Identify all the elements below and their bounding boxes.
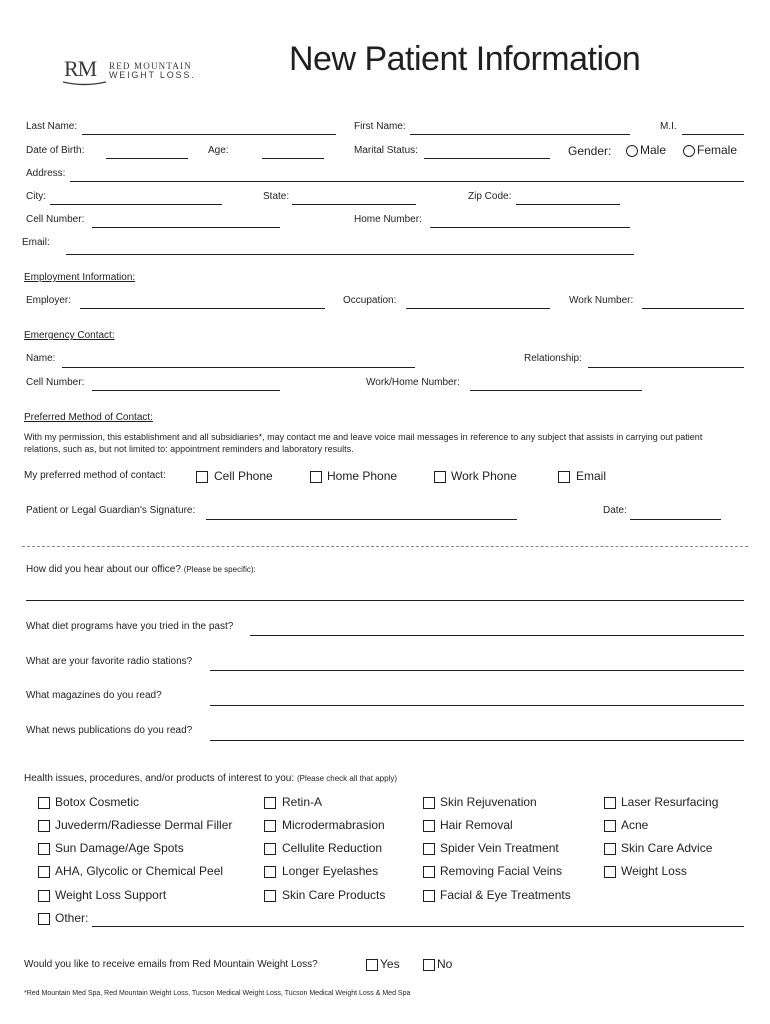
emails-no-checkbox[interactable] — [423, 959, 435, 971]
signature-label: Patient or Legal Guardian's Signature: — [26, 505, 196, 516]
emergency-cell-field[interactable] — [92, 390, 280, 391]
gender-label: Gender: — [568, 144, 612, 158]
health-skin-advice-label: Skin Care Advice — [621, 841, 713, 855]
health-spider-vein-checkbox[interactable] — [423, 843, 435, 855]
health-weight-loss-label: Weight Loss — [621, 864, 687, 878]
zip-field[interactable] — [516, 204, 620, 205]
health-peel-checkbox[interactable] — [38, 866, 50, 878]
health-hair-removal-checkbox[interactable] — [423, 820, 435, 832]
preferred-contact-label: My preferred method of contact: — [24, 470, 166, 481]
email-field[interactable] — [66, 254, 634, 255]
city-field[interactable] — [50, 204, 222, 205]
contact-cell-checkbox[interactable] — [196, 471, 208, 483]
gender-male-label: Male — [640, 143, 667, 157]
health-other-checkbox[interactable] — [38, 913, 50, 925]
logo-line1: RED MOUNTAIN — [109, 61, 192, 71]
marital-status-field[interactable] — [424, 158, 550, 159]
health-cellulite-checkbox[interactable] — [264, 843, 276, 855]
hear-label: How did you hear about our office? (Please be specific): — [26, 564, 256, 575]
dob-field[interactable] — [106, 158, 188, 159]
emails-no-label: No — [437, 957, 453, 971]
health-retin-a-checkbox[interactable] — [264, 797, 276, 809]
relationship-label: Relationship: — [524, 353, 582, 364]
health-eyelashes-label: Longer Eyelashes — [282, 864, 379, 878]
permission-text-1: With my permission, this establishment and all subsidiaries*, may contact me and leave voice mail messages in reference to any subject that assists in carrying out patient — [24, 432, 703, 442]
gender-female-radio[interactable] — [683, 145, 695, 157]
diet-field[interactable] — [250, 635, 744, 636]
health-hair-removal-label: Hair Removal — [440, 818, 513, 832]
health-botox-label: Botox Cosmetic — [55, 795, 140, 809]
health-microderm-label: Microdermabrasion — [282, 818, 385, 832]
marital-status-label: Marital Status: — [354, 145, 418, 156]
logo-swoosh-icon — [62, 80, 107, 86]
health-sun-damage-label: Sun Damage/Age Spots — [55, 841, 184, 855]
last-name-field[interactable] — [82, 134, 336, 135]
health-laser-label: Laser Resurfacing — [621, 795, 719, 809]
footnote: *Red Mountain Med Spa, Red Mountain Weight Loss, Tucson Medical Weight Loss, Tucson Medical Weight Loss & Med Spa — [24, 990, 411, 997]
emergency-heading: Emergency Contact: — [24, 330, 115, 341]
magazines-label: What magazines do you read? — [26, 690, 162, 701]
age-label: Age: — [208, 145, 229, 156]
cell-number-field[interactable] — [92, 227, 280, 228]
health-peel-label: AHA, Glycolic or Chemical Peel — [55, 864, 224, 878]
emails-yes-label: Yes — [380, 957, 400, 971]
age-field[interactable] — [262, 158, 324, 159]
health-retin-a-label: Retin-A — [282, 795, 323, 809]
state-label: State: — [263, 191, 290, 202]
emails-question: Would you like to receive emails from Red Mountain Weight Loss? — [24, 959, 318, 970]
health-skin-products-checkbox[interactable] — [264, 890, 276, 902]
health-facial-eye-label: Facial & Eye Treatments — [440, 888, 571, 902]
permission-text-2: relations, such as, but not limited to: appointment reminders and laboratory results. — [24, 444, 354, 454]
health-skin-products-label: Skin Care Products — [282, 888, 386, 902]
health-other-field[interactable] — [92, 926, 744, 927]
section-divider — [22, 546, 748, 547]
health-eyelashes-checkbox[interactable] — [264, 866, 276, 878]
health-weight-loss-checkbox[interactable] — [604, 866, 616, 878]
health-acne-label: Acne — [621, 818, 649, 832]
emergency-cell-label: Cell Number: — [26, 377, 85, 388]
health-facial-veins-checkbox[interactable] — [423, 866, 435, 878]
work-home-label: Work/Home Number: — [366, 377, 460, 388]
page-title: New Patient Information — [289, 40, 641, 78]
cell-number-label: Cell Number: — [26, 214, 85, 225]
city-label: City: — [26, 191, 46, 202]
logo-line2: WEIGHT LOSS. — [109, 70, 196, 80]
work-home-field[interactable] — [470, 390, 642, 391]
occupation-label: Occupation: — [343, 295, 397, 306]
health-juvederm-checkbox[interactable] — [38, 820, 50, 832]
last-name-label: Last Name: — [26, 121, 78, 132]
mi-field[interactable] — [682, 134, 744, 135]
health-label: Health issues, procedures, and/or products of interest to you: (Please check all that apply) — [24, 773, 397, 784]
health-other-label: Other: — [55, 911, 89, 925]
dob-label: Date of Birth: — [26, 145, 85, 156]
health-acne-checkbox[interactable] — [604, 820, 616, 832]
contact-home-checkbox[interactable] — [310, 471, 322, 483]
health-rejuvenation-checkbox[interactable] — [423, 797, 435, 809]
date-field[interactable] — [630, 519, 721, 520]
state-field[interactable] — [292, 204, 416, 205]
address-field[interactable] — [70, 181, 744, 182]
news-field[interactable] — [210, 740, 744, 741]
gender-male-radio[interactable] — [626, 145, 638, 157]
contact-heading: Preferred Method of Contact: — [24, 412, 153, 423]
mi-label: M.I. — [660, 121, 677, 132]
health-spider-vein-label: Spider Vein Treatment — [440, 841, 559, 855]
employer-field[interactable] — [80, 308, 325, 309]
news-label: What news publications do you read? — [26, 725, 193, 736]
contact-work-checkbox[interactable] — [434, 471, 446, 483]
diet-label: What diet programs have you tried in the past? — [26, 621, 234, 632]
health-rejuvenation-label: Skin Rejuvenation — [440, 795, 537, 809]
email-label: Email: — [22, 237, 50, 248]
work-number-label: Work Number: — [569, 295, 634, 306]
first-name-label: First Name: — [354, 121, 406, 132]
relationship-field[interactable] — [588, 367, 744, 368]
contact-email-checkbox[interactable] — [558, 471, 570, 483]
health-skin-advice-checkbox[interactable] — [604, 843, 616, 855]
emergency-name-label: Name: — [26, 353, 56, 364]
magazines-field[interactable] — [210, 705, 744, 706]
emails-yes-checkbox[interactable] — [366, 959, 378, 971]
health-cellulite-label: Cellulite Reduction — [282, 841, 383, 855]
health-weight-support-checkbox[interactable] — [38, 890, 50, 902]
employer-label: Employer: — [26, 295, 72, 306]
health-microderm-checkbox[interactable] — [264, 820, 276, 832]
first-name-field[interactable] — [410, 134, 630, 135]
zip-label: Zip Code: — [468, 191, 512, 202]
date-label: Date: — [603, 505, 627, 516]
logo-mark: RM — [64, 56, 97, 81]
health-weight-support-label: Weight Loss Support — [55, 888, 167, 902]
contact-home-label: Home Phone — [327, 469, 398, 483]
health-facial-veins-label: Removing Facial Veins — [440, 864, 563, 878]
contact-email-label: Email — [576, 469, 607, 483]
occupation-field[interactable] — [406, 308, 550, 309]
radio-field[interactable] — [210, 670, 744, 671]
hear-field[interactable] — [26, 600, 744, 601]
home-number-field[interactable] — [430, 227, 630, 228]
emergency-name-field[interactable] — [62, 367, 415, 368]
health-sun-damage-checkbox[interactable] — [38, 843, 50, 855]
home-number-label: Home Number: — [354, 214, 422, 225]
contact-cell-label: Cell Phone — [214, 469, 273, 483]
work-number-field[interactable] — [642, 308, 744, 309]
gender-female-label: Female — [697, 143, 738, 157]
employment-heading: Employment Information: — [24, 272, 136, 283]
health-facial-eye-checkbox[interactable] — [423, 890, 435, 902]
address-label: Address: — [26, 168, 66, 179]
health-laser-checkbox[interactable] — [604, 797, 616, 809]
signature-field[interactable] — [206, 519, 517, 520]
contact-work-label: Work Phone — [451, 469, 517, 483]
health-juvederm-label: Juvederm/Radiesse Dermal Filler — [55, 818, 233, 832]
health-botox-checkbox[interactable] — [38, 797, 50, 809]
radio-label: What are your favorite radio stations? — [26, 656, 193, 667]
